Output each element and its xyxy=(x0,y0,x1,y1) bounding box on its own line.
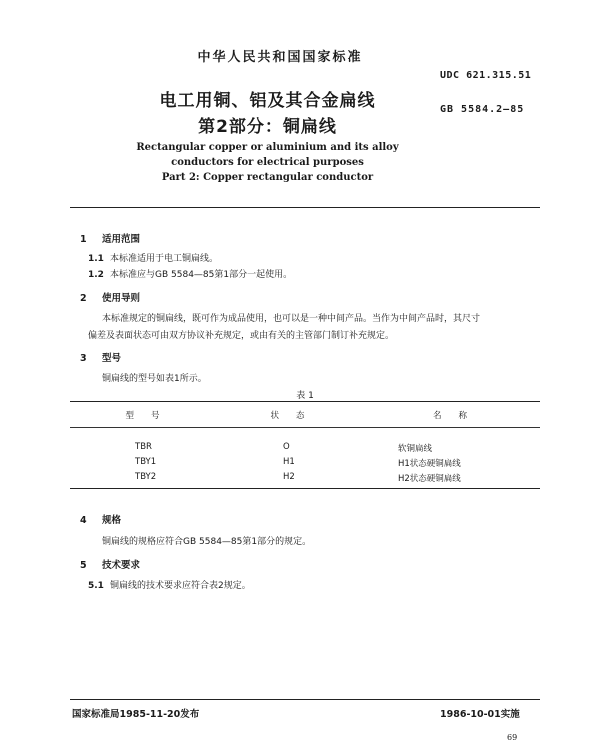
section-title: 使用导则 xyxy=(102,293,141,304)
effective-date: 1986-10-01实施 xyxy=(440,709,520,720)
clause-number: 5.1 xyxy=(88,581,104,591)
table-cell-state: H1 xyxy=(283,457,295,467)
section-number: 3 xyxy=(80,353,87,364)
english-title-line-3: Part 2: Copper rectangular conductor xyxy=(161,172,374,183)
footer-divider xyxy=(70,699,540,700)
clause-1-2 xyxy=(88,267,292,280)
gb-code: GB 5584.2—85 xyxy=(440,104,525,115)
english-title-line-1: Rectangular copper or aluminium and its alloy xyxy=(136,142,399,153)
issue-date: 国家标准局1985-11-20发布 xyxy=(72,709,200,720)
table-bottom-rule xyxy=(70,488,540,489)
header-divider xyxy=(70,207,540,208)
page-number: 69 xyxy=(507,733,518,742)
table-cell-model: TBY2 xyxy=(135,472,157,482)
section-title: 型号 xyxy=(102,353,122,364)
clause-text: 本标准应与GB 5584—85第1部分一起使用。 xyxy=(110,270,293,280)
table-cell-state: O xyxy=(283,442,290,452)
section-4-text: 铜扁线的规格应符合GB 5584—85第1部分的规定。 xyxy=(102,537,312,547)
clause-number: 1.1 xyxy=(88,254,104,264)
clause-text: 本标准适用于电工铜扁线。 xyxy=(110,254,219,264)
section-number: 2 xyxy=(80,293,87,304)
english-title-line-2: conductors for electrical purposes xyxy=(171,157,364,168)
section-title: 规格 xyxy=(102,515,122,526)
section-title: 适用范围 xyxy=(102,234,141,245)
section-3-heading xyxy=(80,350,121,364)
section-1-heading xyxy=(80,231,140,245)
table-cell-model: TBR xyxy=(135,442,152,452)
table-header-model: 型 号 xyxy=(125,411,160,421)
table-caption: 表 1 xyxy=(296,391,314,401)
section-number: 5 xyxy=(80,560,87,571)
section-number: 4 xyxy=(80,515,87,526)
section-3-text: 铜扁线的型号如表1所示。 xyxy=(102,374,207,384)
clause-text: 铜扁线的技术要求应符合表2规定。 xyxy=(110,581,251,591)
section-2-text-line-1: 本标准规定的铜扁线，既可作为成品使用，也可以是一种中间产品。当作为中间产品时，其尺寸 xyxy=(102,314,481,324)
section-number: 1 xyxy=(80,234,87,245)
clause-5-1 xyxy=(88,578,251,591)
table-header-rule xyxy=(70,427,540,428)
clause-number: 1.2 xyxy=(88,270,104,280)
table-header-name: 名 称 xyxy=(432,411,467,421)
table-cell-name: 软铜扁线 xyxy=(398,444,433,454)
table-header-state: 状 态 xyxy=(270,411,305,421)
table-cell-name: H2状态硬铜扁线 xyxy=(398,474,461,484)
table-top-rule xyxy=(70,401,540,402)
udc-code: UDC 621.315.51 xyxy=(440,70,532,81)
section-title: 技术要求 xyxy=(102,560,141,571)
table-cell-state: H2 xyxy=(283,472,295,482)
section-2-text-line-2: 偏差及表面状态可由双方协议补充规定，或由有关的主管部门制订补充规定。 xyxy=(88,331,395,341)
document-title: 电工用铜、铝及其合金扁线 xyxy=(159,91,376,111)
document-subtitle: 第2部分：铜扁线 xyxy=(198,117,337,137)
standard-heading: 中华人民共和国国家标准 xyxy=(197,50,363,65)
table-cell-name: H1状态硬铜扁线 xyxy=(398,459,461,469)
section-4-heading xyxy=(80,512,121,526)
table-cell-model: TBY1 xyxy=(135,457,157,467)
section-2-heading xyxy=(80,290,140,304)
section-5-heading xyxy=(80,557,140,571)
clause-1-1 xyxy=(88,251,218,264)
